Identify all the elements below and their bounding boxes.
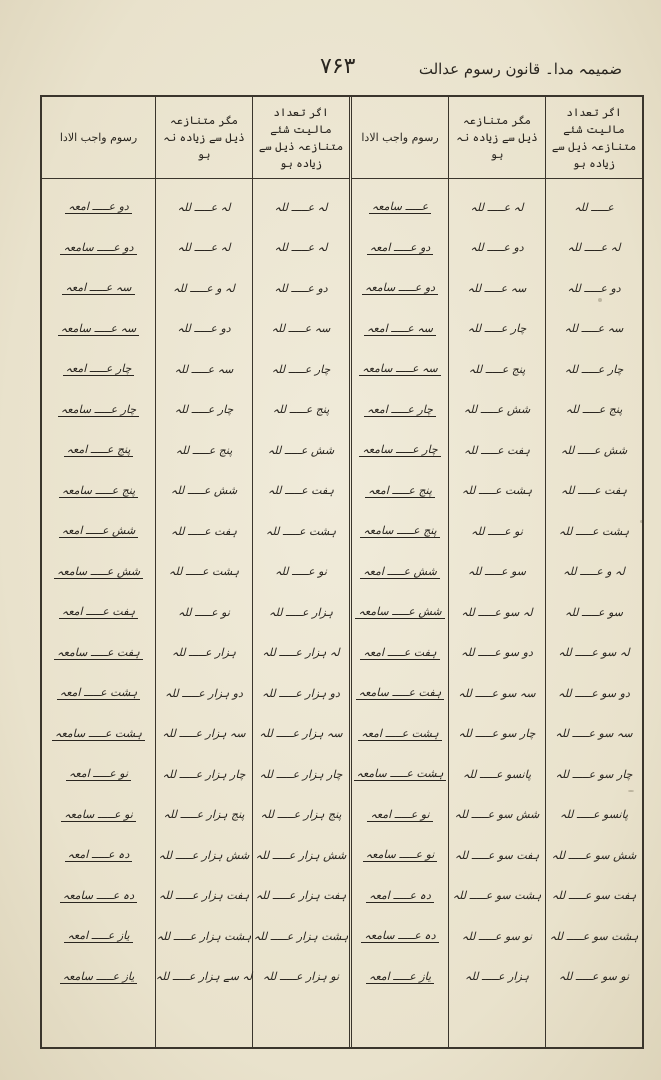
table-cell bbox=[546, 916, 642, 957]
table-cell bbox=[352, 795, 448, 836]
column-header: اگر تعداد مالیت شئے متنازعہ ذیل سے زیادہ ہو bbox=[253, 97, 349, 179]
table-cell bbox=[352, 957, 448, 998]
table-cell bbox=[352, 673, 448, 714]
cell-text: سو عـــــ للہ bbox=[565, 605, 624, 619]
cell-text: دو عـــــ للہ bbox=[567, 281, 621, 295]
table-cell bbox=[449, 309, 545, 350]
cell-text: نو عـــــ امعہ bbox=[367, 808, 432, 822]
cell-text: دو عـــــ امعہ bbox=[65, 200, 132, 214]
table-cell bbox=[156, 228, 252, 269]
table-cell bbox=[546, 876, 642, 917]
table-cell bbox=[546, 309, 642, 350]
cell-text: ہشت سو عـــــ للہ bbox=[549, 929, 639, 943]
table-cell bbox=[253, 957, 349, 998]
cell-text: سہ عـــــ سامعہ bbox=[58, 322, 140, 336]
cell-text: دہ عـــــ سامعہ bbox=[361, 929, 438, 943]
cell-text: نو عـــــ سامعہ bbox=[363, 848, 438, 862]
column-cells bbox=[42, 179, 155, 997]
table-cell bbox=[253, 673, 349, 714]
cell-text: عـــــ سامعہ bbox=[369, 200, 431, 214]
table-cell bbox=[352, 390, 448, 431]
table-cell bbox=[449, 673, 545, 714]
table-cell bbox=[352, 876, 448, 917]
table-cell bbox=[42, 552, 155, 593]
table-cell bbox=[156, 592, 252, 633]
table-cell bbox=[352, 592, 448, 633]
column-cells bbox=[546, 179, 642, 997]
cell-text: ہفت عـــــ للہ bbox=[171, 524, 237, 538]
table-cell bbox=[352, 430, 448, 471]
cell-text: ہفت عـــــ سامعہ bbox=[356, 686, 445, 700]
cell-text: لہ و عـــــ للہ bbox=[563, 565, 625, 579]
table-cell bbox=[352, 228, 448, 269]
table-cell bbox=[546, 268, 642, 309]
cell-text: پنج ہزار عـــــ للہ bbox=[260, 808, 342, 822]
table-cell bbox=[42, 268, 155, 309]
cell-text: پنج عـــــ سامعہ bbox=[360, 524, 439, 538]
table-cell bbox=[546, 511, 642, 552]
table-cell bbox=[156, 754, 252, 795]
table-cell bbox=[156, 916, 252, 957]
cell-text: نو ہزار عـــــ للہ bbox=[262, 970, 340, 984]
column-cells bbox=[352, 179, 448, 997]
table-cell bbox=[42, 592, 155, 633]
table-cell bbox=[253, 187, 349, 228]
table-cell bbox=[546, 835, 642, 876]
cell-text: لہ و عـــــ للہ bbox=[173, 281, 235, 295]
cell-text: چار عـــــ امعہ bbox=[63, 362, 135, 376]
cell-text: لہ سے ہزار عـــــ للہ bbox=[155, 970, 253, 984]
table-cell bbox=[156, 673, 252, 714]
cell-text: یاز عـــــ امعہ bbox=[366, 970, 434, 984]
cell-text: لہ عـــــ للہ bbox=[177, 241, 231, 255]
cell-text: ہشت عـــــ للہ bbox=[168, 565, 240, 579]
table-cell bbox=[156, 430, 252, 471]
cell-text: سہ ہزار عـــــ للہ bbox=[162, 727, 246, 741]
page-header bbox=[20, 50, 640, 90]
table-cell bbox=[449, 430, 545, 471]
table-cell bbox=[42, 673, 155, 714]
table-cell bbox=[42, 714, 155, 755]
table-cell bbox=[253, 390, 349, 431]
table-cell bbox=[352, 754, 448, 795]
cell-text: پنج عـــــ امعہ bbox=[64, 443, 134, 457]
column-header: اگر تعداد مالیت شئے متنازعہ ذیل سے زیادہ ہو bbox=[546, 97, 642, 179]
cell-text: پنج عـــــ للہ bbox=[468, 362, 526, 376]
cell-text: لہ عـــــ للہ bbox=[274, 241, 328, 255]
cell-text: سہ عـــــ للہ bbox=[467, 281, 527, 295]
table-cell bbox=[546, 714, 642, 755]
table-cell bbox=[42, 228, 155, 269]
table-cell bbox=[42, 916, 155, 957]
cell-text: سہ عـــــ للہ bbox=[564, 322, 624, 336]
table-cell bbox=[352, 309, 448, 350]
table-cell bbox=[253, 714, 349, 755]
table-cell bbox=[449, 228, 545, 269]
table-cell bbox=[42, 187, 155, 228]
cell-text: ہزار عـــــ للہ bbox=[269, 605, 333, 619]
cell-text: دو عـــــ للہ bbox=[470, 241, 524, 255]
table-cell bbox=[449, 633, 545, 674]
cell-text: ہفت سو عـــــ للہ bbox=[454, 848, 540, 862]
cell-text: لہ عـــــ للہ bbox=[470, 200, 524, 214]
cell-text: ہشت عـــــ سامعہ bbox=[52, 727, 145, 741]
table-cell bbox=[546, 552, 642, 593]
table-cell bbox=[42, 835, 155, 876]
cell-text: شش ہزار عـــــ للہ bbox=[158, 848, 250, 862]
table-cell bbox=[546, 592, 642, 633]
table-cell bbox=[253, 430, 349, 471]
table-cell bbox=[546, 349, 642, 390]
table-cell bbox=[546, 471, 642, 512]
cell-text: پنج عـــــ سامعہ bbox=[59, 484, 138, 498]
table-cell bbox=[253, 349, 349, 390]
table-cell bbox=[42, 633, 155, 674]
column-cells bbox=[253, 179, 349, 997]
table-cell bbox=[156, 511, 252, 552]
column-header: مگر متنازعہ ذیل سے زیادہ نہ ہو bbox=[449, 97, 545, 179]
table-cell bbox=[449, 511, 545, 552]
table-cell bbox=[42, 795, 155, 836]
table-cell bbox=[156, 552, 252, 593]
cell-text: شش عـــــ امعہ bbox=[59, 524, 139, 538]
cell-text: ہشت عـــــ امعہ bbox=[358, 727, 441, 741]
cell-text: ہشت عـــــ سامعہ bbox=[354, 767, 447, 781]
cell-text: نو عـــــ للہ bbox=[178, 605, 230, 619]
table-cell bbox=[546, 673, 642, 714]
page-title: ضمیمہ مدا۔ قانون رسوم عدالت bbox=[418, 60, 622, 78]
cell-text: پنج عـــــ امعہ bbox=[365, 484, 435, 498]
cell-text: سہ عـــــ امعہ bbox=[62, 281, 134, 295]
table-cell bbox=[546, 795, 642, 836]
table-cell bbox=[449, 754, 545, 795]
table-cell bbox=[253, 511, 349, 552]
cell-text: لہ عـــــ للہ bbox=[567, 241, 621, 255]
cell-text: ہزار عـــــ للہ bbox=[172, 646, 236, 660]
cell-text: یاز عـــــ سامعہ bbox=[60, 970, 138, 984]
cell-text: چار ہزار عـــــ للہ bbox=[162, 767, 246, 781]
table-cell bbox=[156, 471, 252, 512]
cell-text: چار سو عـــــ للہ bbox=[458, 727, 536, 741]
table-cell bbox=[253, 592, 349, 633]
cell-text: شش عـــــ للہ bbox=[267, 443, 335, 457]
cell-text: لہ سو عـــــ للہ bbox=[558, 646, 630, 660]
cell-text: سہ ہزار عـــــ للہ bbox=[259, 727, 343, 741]
table-cell bbox=[42, 511, 155, 552]
table-cell bbox=[253, 309, 349, 350]
table-cell bbox=[352, 633, 448, 674]
cell-text: چار عـــــ سامعہ bbox=[58, 403, 139, 417]
table-cell bbox=[449, 552, 545, 593]
cell-text: ہشت عـــــ للہ bbox=[265, 524, 337, 538]
table-cell bbox=[42, 309, 155, 350]
ink-spot bbox=[628, 790, 634, 792]
cell-text: دو ہزار عـــــ للہ bbox=[262, 686, 340, 700]
ink-spot bbox=[640, 520, 643, 523]
table-cell bbox=[546, 430, 642, 471]
table-cell bbox=[253, 754, 349, 795]
cell-text: سہ سو عـــــ للہ bbox=[555, 727, 633, 741]
table-cell bbox=[449, 592, 545, 633]
cell-text: دو ہزار عـــــ للہ bbox=[165, 686, 243, 700]
table-cell bbox=[546, 633, 642, 674]
cell-text: شش سو عـــــ للہ bbox=[551, 848, 637, 862]
cell-text: ہفت عـــــ امعہ bbox=[59, 605, 138, 619]
table-cell bbox=[156, 876, 252, 917]
cell-text: نو عـــــ للہ bbox=[275, 565, 327, 579]
table-cell bbox=[546, 957, 642, 998]
cell-text: دو سو عـــــ للہ bbox=[558, 686, 630, 700]
table-column bbox=[155, 97, 252, 1047]
table-cell bbox=[42, 876, 155, 917]
cell-text: چار عـــــ للہ bbox=[564, 362, 624, 376]
cell-text: پنج عـــــ للہ bbox=[175, 443, 233, 457]
cell-text: شش عـــــ للہ bbox=[170, 484, 238, 498]
cell-text: دو عـــــ سامعہ bbox=[60, 241, 136, 255]
column-header: رسوم واجب الادا bbox=[42, 97, 155, 179]
cell-text: لہ عـــــ للہ bbox=[274, 200, 328, 214]
fee-table bbox=[40, 95, 644, 1049]
table-cell bbox=[253, 916, 349, 957]
table-cell bbox=[449, 187, 545, 228]
cell-text: ہفت ہزار عـــــ للہ bbox=[158, 889, 250, 903]
table-cell bbox=[156, 714, 252, 755]
table-cell bbox=[253, 552, 349, 593]
cell-text: ہشت عـــــ للہ bbox=[558, 524, 630, 538]
cell-text: نو عـــــ للہ bbox=[471, 524, 523, 538]
cell-text: سہ عـــــ امعہ bbox=[364, 322, 436, 336]
table-cell bbox=[156, 390, 252, 431]
cell-text: شش ہزار عـــــ للہ bbox=[255, 848, 347, 862]
cell-text: ہفت عـــــ للہ bbox=[561, 484, 627, 498]
table-cell bbox=[546, 187, 642, 228]
cell-text: شش عـــــ للہ bbox=[560, 443, 628, 457]
cell-text: سہ سو عـــــ للہ bbox=[458, 686, 536, 700]
table-cell bbox=[42, 430, 155, 471]
cell-text: نو سو عـــــ للہ bbox=[461, 929, 533, 943]
cell-text: سہ عـــــ سامعہ bbox=[359, 362, 441, 376]
column-header: مگر متنازعہ ذیل سے زیادہ نہ ہو bbox=[156, 97, 252, 179]
table-column bbox=[252, 97, 349, 1047]
cell-text: دو سو عـــــ للہ bbox=[461, 646, 533, 660]
table-cell bbox=[449, 349, 545, 390]
table-cell bbox=[352, 349, 448, 390]
cell-text: چار سو عـــــ للہ bbox=[555, 767, 633, 781]
cell-text: ہشت ہزار عـــــ للہ bbox=[253, 929, 349, 943]
cell-text: پنج عـــــ للہ bbox=[272, 403, 330, 417]
table-cell bbox=[156, 268, 252, 309]
table-cell bbox=[253, 268, 349, 309]
table-cell bbox=[449, 714, 545, 755]
table-cell bbox=[352, 714, 448, 755]
cell-text: پانسو عـــــ للہ bbox=[559, 808, 629, 822]
column-cells bbox=[449, 179, 545, 997]
table-cell bbox=[352, 552, 448, 593]
table-cell bbox=[449, 390, 545, 431]
column-cells bbox=[156, 179, 252, 997]
table-column bbox=[545, 97, 642, 1047]
table-cell bbox=[156, 835, 252, 876]
cell-text: دہ عـــــ امعہ bbox=[366, 889, 434, 903]
table-cell bbox=[449, 268, 545, 309]
cell-text: ہشت عـــــ للہ bbox=[461, 484, 533, 498]
table-cell bbox=[42, 390, 155, 431]
table-cell bbox=[546, 390, 642, 431]
cell-text: سو عـــــ للہ bbox=[468, 565, 527, 579]
table-cell bbox=[546, 754, 642, 795]
cell-text: ہفت عـــــ للہ bbox=[268, 484, 334, 498]
cell-text: شش عـــــ سامعہ bbox=[54, 565, 143, 579]
cell-text: نو عـــــ سامعہ bbox=[61, 808, 136, 822]
cell-text: چار عـــــ للہ bbox=[174, 403, 234, 417]
cell-text: یاز عـــــ امعہ bbox=[64, 929, 132, 943]
cell-text: ہفت عـــــ امعہ bbox=[360, 646, 439, 660]
cell-text: لہ ہزار عـــــ للہ bbox=[262, 646, 340, 660]
table-cell bbox=[253, 835, 349, 876]
ink-spot bbox=[598, 298, 602, 302]
column-header: رسوم واجب الادا bbox=[352, 97, 448, 179]
table-cell bbox=[449, 876, 545, 917]
table-cell bbox=[449, 957, 545, 998]
cell-text: ہفت سو عـــــ للہ bbox=[551, 889, 637, 903]
table-cell bbox=[42, 957, 155, 998]
cell-text: ہشت عـــــ امعہ bbox=[57, 686, 140, 700]
table-cell bbox=[352, 471, 448, 512]
cell-text: چار عـــــ للہ bbox=[271, 362, 331, 376]
cell-text: ہشت ہزار عـــــ للہ bbox=[156, 929, 252, 943]
cell-text: شش عـــــ سامعہ bbox=[355, 605, 444, 619]
table-cell bbox=[156, 795, 252, 836]
table-cell bbox=[253, 633, 349, 674]
cell-text: دو عـــــ سامعہ bbox=[362, 281, 438, 295]
table-cell bbox=[42, 471, 155, 512]
cell-text: ہفت عـــــ للہ bbox=[464, 443, 530, 457]
table-cell bbox=[253, 228, 349, 269]
table-cell bbox=[156, 633, 252, 674]
table-cell bbox=[449, 835, 545, 876]
table-cell bbox=[449, 795, 545, 836]
table-cell bbox=[546, 228, 642, 269]
cell-text: ہزار عـــــ للہ bbox=[465, 970, 529, 984]
cell-text: نو سو عـــــ للہ bbox=[558, 970, 630, 984]
table-cell bbox=[156, 309, 252, 350]
table-column bbox=[42, 97, 155, 1047]
cell-text: ہشت سو عـــــ للہ bbox=[452, 889, 542, 903]
table-cell bbox=[352, 511, 448, 552]
table-cell bbox=[253, 876, 349, 917]
table-cell bbox=[352, 916, 448, 957]
table-cell bbox=[253, 471, 349, 512]
table-cell bbox=[352, 835, 448, 876]
cell-text: پانسو عـــــ للہ bbox=[462, 767, 532, 781]
table-cell bbox=[42, 754, 155, 795]
table-cell bbox=[42, 349, 155, 390]
cell-text: عـــــ للہ bbox=[574, 200, 614, 214]
cell-text: پنج ہزار عـــــ للہ bbox=[163, 808, 245, 822]
cell-text: ہفت عـــــ سامعہ bbox=[54, 646, 143, 660]
table-cell bbox=[253, 795, 349, 836]
cell-text: دہ عـــــ امعہ bbox=[65, 848, 133, 862]
cell-text: نو عـــــ امعہ bbox=[66, 767, 131, 781]
cell-text: شش عـــــ امعہ bbox=[360, 565, 440, 579]
table-column bbox=[448, 97, 545, 1047]
cell-text: چار عـــــ امعہ bbox=[364, 403, 436, 417]
cell-text: ہفت ہزار عـــــ للہ bbox=[255, 889, 347, 903]
cell-text: لہ سو عـــــ للہ bbox=[461, 605, 533, 619]
cell-text: سہ عـــــ للہ bbox=[174, 362, 234, 376]
cell-text: لہ عـــــ للہ bbox=[177, 200, 231, 214]
cell-text: سہ عـــــ للہ bbox=[271, 322, 331, 336]
cell-text: چار عـــــ للہ bbox=[467, 322, 527, 336]
table-column bbox=[349, 97, 448, 1047]
cell-text: شش سو عـــــ للہ bbox=[454, 808, 540, 822]
cell-text: پنج عـــــ للہ bbox=[565, 403, 623, 417]
cell-text: شش عـــــ للہ bbox=[463, 403, 531, 417]
table-cell bbox=[449, 916, 545, 957]
table-cell bbox=[352, 268, 448, 309]
cell-text: دو عـــــ للہ bbox=[274, 281, 328, 295]
table-cell bbox=[352, 187, 448, 228]
table-cell bbox=[449, 471, 545, 512]
cell-text: دو عـــــ امعہ bbox=[367, 241, 434, 255]
table-cell bbox=[156, 187, 252, 228]
page-number: ۷۶۳ bbox=[320, 54, 356, 79]
table-cell bbox=[156, 957, 252, 998]
table-cell bbox=[156, 349, 252, 390]
cell-text: دو عـــــ للہ bbox=[177, 322, 231, 336]
cell-text: چار عـــــ سامعہ bbox=[359, 443, 440, 457]
cell-text: دہ عـــــ سامعہ bbox=[60, 889, 137, 903]
cell-text: چار ہزار عـــــ للہ bbox=[259, 767, 343, 781]
